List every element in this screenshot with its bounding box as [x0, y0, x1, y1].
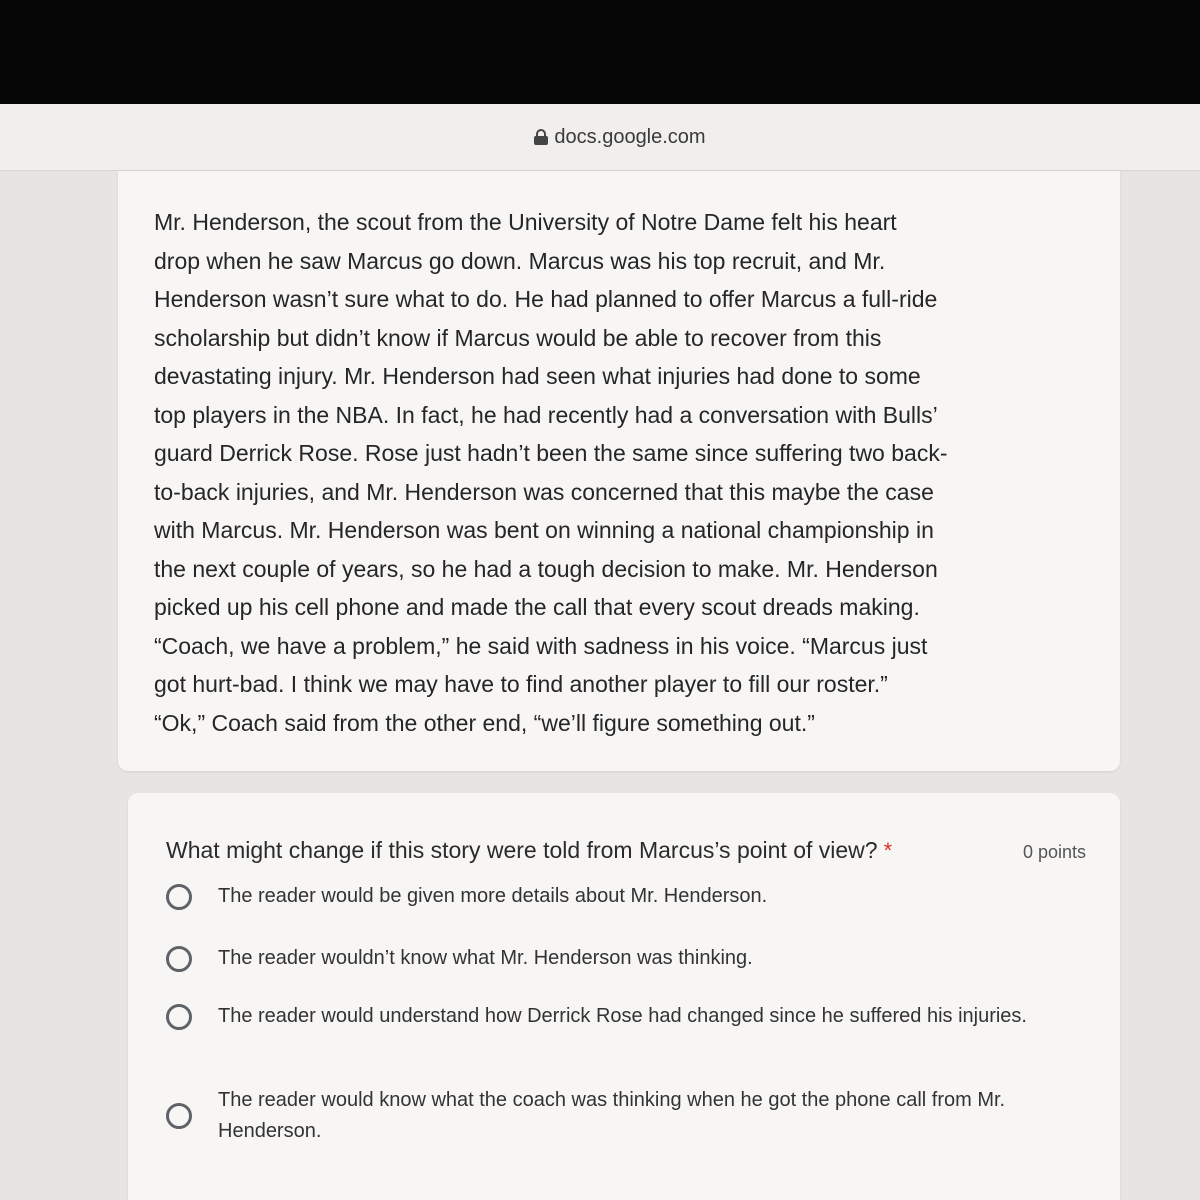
points-label: 0 points — [1022, 842, 1086, 862]
passage-line: the next couple of years, so he had a tough decision to make. Mr. Henderson — [154, 555, 938, 582]
answer-option[interactable] — [166, 1085, 1066, 1147]
answer-option[interactable] — [166, 1001, 1066, 1032]
radio-button[interactable] — [166, 1103, 192, 1129]
passage-line: Mr. Henderson, the scout from the University of Notre Dame felt his heart — [154, 209, 897, 235]
passage-line: scholarship but didn’t know if Marcus would be able to recover from this — [154, 324, 882, 351]
passage-line: to-back injuries, and Mr. Henderson was concerned that this maybe the case — [154, 478, 934, 505]
question-header — [166, 837, 1086, 864]
option-label[interactable]: The reader would know what the coach was thinking when he got the phone call from Mr. Henderson. — [218, 1089, 1006, 1142]
option-label[interactable]: The reader would be given more details about Mr. Henderson. — [218, 885, 768, 907]
url-display[interactable] — [534, 126, 705, 149]
passage-line: picked up his cell phone and made the call that every scout dreads making. — [154, 594, 920, 620]
question-text: What might change if this story were told from Marcus’s point of view? — [166, 837, 878, 863]
option-label[interactable]: The reader wouldn’t know what Mr. Henderson was thinking. — [218, 947, 753, 969]
question-title — [166, 837, 892, 864]
passage-line: “Coach, we have a problem,” he said with sadness in his voice. “Marcus just — [154, 632, 928, 659]
radio-button[interactable] — [166, 946, 192, 972]
passage-line: drop when he saw Marcus go down. Marcus was his top recruit, and Mr. — [154, 247, 886, 274]
passage-text — [154, 203, 1094, 742]
radio-button[interactable] — [166, 884, 192, 910]
passage-line: “Ok,” Coach said from the other end, “we’ll figure something out.” — [154, 709, 815, 736]
answer-option[interactable] — [166, 881, 1066, 912]
radio-button[interactable] — [166, 1004, 192, 1030]
passage-line: guard Derrick Rose. Rose just hadn’t been the same since suffering two back- — [154, 440, 948, 466]
option-label[interactable]: The reader would understand how Derrick Rose had changed since he suffered his injuries. — [218, 1005, 1027, 1027]
form-content — [0, 171, 1200, 1200]
lock-icon — [534, 129, 548, 145]
url-text: docs.google.com — [554, 125, 706, 148]
answer-option[interactable] — [166, 943, 1066, 974]
passage-line: got hurt-bad. I think we may have to find another player to fill our roster.” — [154, 671, 888, 697]
passage-line: Henderson wasn’t sure what to do. He had planned to offer Marcus a full-ride — [154, 286, 938, 312]
passage-line: with Marcus. Mr. Henderson was bent on winning a national championship in — [154, 517, 934, 543]
passage-line: devastating injury. Mr. Henderson had seen what injuries had done to some — [154, 363, 921, 389]
passage-line: top players in the NBA. In fact, he had recently had a conversation with Bulls’ — [154, 401, 938, 428]
required-marker: * — [883, 838, 893, 863]
question-card — [128, 793, 1120, 1200]
screen-bezel — [0, 0, 1200, 104]
address-bar[interactable] — [0, 104, 1200, 171]
passage-card — [118, 171, 1120, 771]
